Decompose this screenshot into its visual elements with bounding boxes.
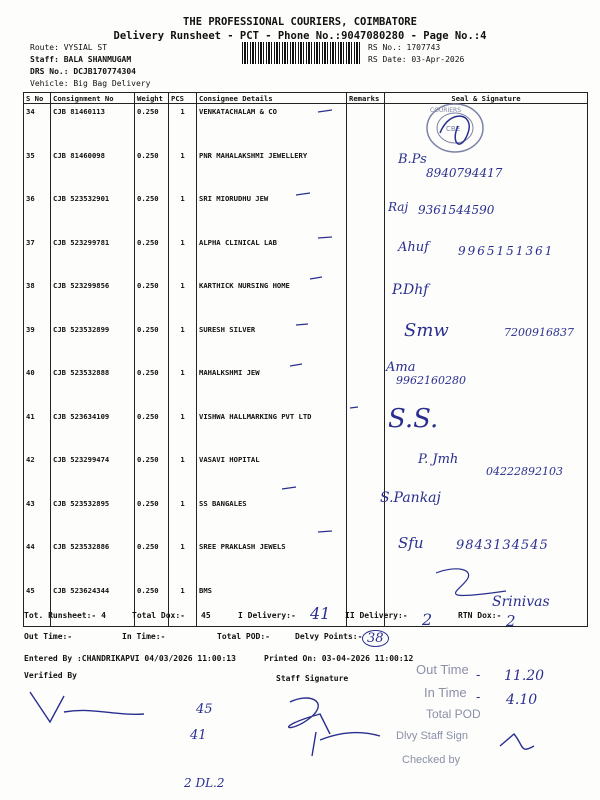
signature-phone: 9843134545: [456, 538, 549, 553]
page-subtitle: Delivery Runsheet - PCT - Phone No.:9047080280 - Page No.:4: [113, 30, 487, 42]
ii-delivery-label: II Delivery:-: [345, 611, 408, 620]
signature: Smw: [404, 320, 449, 341]
staff: Staff: BALA SHANMUGAM: [30, 55, 132, 64]
total-pod-label: Total POD:-: [217, 632, 270, 641]
signature-phone: 8940794417: [426, 166, 503, 180]
table-row: 38 CJB 523299856 0.250 1 KARTHICK NURSING HOME: [24, 278, 588, 322]
col-sno: S No: [24, 93, 51, 104]
signature: Ama: [386, 360, 416, 375]
out-time-label: Out Time:-: [24, 632, 73, 641]
signature: P. Jmh: [418, 452, 459, 467]
rtn-dox-label: RTN Dox:-: [458, 611, 502, 620]
ii-delivery-value: 2: [422, 610, 433, 629]
verified-by-label: Verified By: [24, 671, 77, 680]
handwritten-45: 45: [196, 702, 213, 717]
signature: P.Dhf: [392, 282, 429, 298]
stamp-ring-text: COURIERS: [430, 107, 462, 114]
table-row: 44 CJB 523532886 0.250 1 SREE PRAKLASH JEWELS: [24, 539, 588, 583]
staff-signature-label: Staff Signature: [276, 674, 349, 683]
signature: S.S.: [388, 404, 439, 434]
signature: Ahuf: [398, 240, 429, 255]
stamp-in-time: In Time: [424, 685, 467, 700]
table-row: 45 CJB 523624344 0.250 1 BMS: [24, 583, 588, 627]
table-row: 41 CJB 523634109 0.250 1 VISHWA HALLMARKING PVT LTD: [24, 409, 588, 453]
stamp-total-pod: Total POD: [426, 707, 481, 721]
signature-phone: 9962160280: [396, 374, 466, 387]
col-remarks: Remarks: [347, 93, 385, 104]
col-weight: Weight: [135, 93, 169, 104]
delvy-points-value: 38: [362, 630, 389, 647]
col-pcs: PCS: [169, 93, 197, 104]
signature: S.Pankaj: [380, 490, 441, 506]
stamp-in-value: 4.10: [506, 692, 538, 708]
tot-runsheet: Tot. Runsheet:- 4: [24, 611, 106, 620]
handwritten-dl2: 2 DL.2: [184, 776, 225, 790]
signature-phone: 04222892103: [486, 465, 563, 478]
total-dox-label: Total Dox:-: [132, 611, 185, 620]
col-seal: Seal & Signature: [385, 93, 588, 104]
stamp-center-text: CBE: [446, 125, 461, 133]
col-consignment: Consignment No: [51, 93, 135, 104]
table-row: 42 CJB 523299474 0.250 1 VASAVI HOPITAL: [24, 452, 588, 496]
rs-number: RS No.: 1707743: [368, 43, 441, 52]
handwritten-41: 41: [190, 728, 207, 743]
signature-phone: 9965151361: [458, 244, 555, 258]
page-title: THE PROFESSIONAL COURIERS, COIMBATORE: [183, 16, 417, 28]
signature: B.Ps: [398, 152, 427, 167]
table-row: 37 CJB 523299781 0.250 1 ALPHA CLINICAL LAB: [24, 235, 588, 279]
entered-by: Entered By :CHANDRIKAPVI 04/03/2026 11:00:13: [24, 654, 236, 663]
table-row: 39 CJB 523532899 0.250 1 SURESH SILVER: [24, 322, 588, 366]
stamp-out-value: 11.20: [504, 668, 545, 684]
drs-number: DRS No.: DCJB170774304: [30, 67, 136, 76]
stamp-checked-by: Checked by: [402, 754, 461, 766]
signature-phone: 7200916837: [504, 326, 574, 339]
col-consignee: Consignee Details: [197, 93, 347, 104]
table-row: 43 CJB 523532895 0.250 1 SS BANGALES: [24, 496, 588, 540]
table-row: 35 CJB 81460098 0.250 1 PNR MAHALAKSHMI JEWELLERY: [24, 148, 588, 192]
signature-phone: 9361544590: [418, 203, 495, 217]
signature: Raj: [388, 200, 409, 214]
vehicle: Vehicle: Big Bag Delivery: [30, 79, 151, 88]
i-delivery-value: 41: [310, 604, 331, 623]
total-dox-value: 45: [201, 611, 211, 620]
i-delivery-label: I Delivery:-: [238, 611, 296, 620]
table-row: 34 CJB 81460113 0.250 1 VENKATACHALAM & CO: [24, 104, 588, 148]
stamp-dlvy-staff: Dlvy Staff Sign: [396, 730, 468, 742]
route: Route: VYSIAL ST: [30, 43, 108, 52]
table-row: 40 CJB 523532888 0.250 1 MAHALKSHMI JEW: [24, 365, 588, 409]
rs-date: RS Date: 03-Apr-2026: [368, 55, 465, 64]
rtn-dox-value: 2: [506, 612, 516, 630]
signature: Sfu: [398, 534, 424, 552]
stamp-in-dash: -: [476, 690, 481, 705]
stamp-out-time: Out Time: [416, 662, 469, 677]
table-row: 36 CJB 523532901 0.250 1 SRI MIORUDHU JEW: [24, 191, 588, 235]
delvy-points-label: Delvy Points:-: [295, 632, 363, 641]
printed-on: Printed On: 03-04-2026 11:00:12: [264, 654, 414, 663]
in-time-label: In Time:-: [122, 632, 166, 641]
stamp-out-dash: -: [476, 668, 481, 683]
signature: Srinivas: [492, 594, 550, 610]
